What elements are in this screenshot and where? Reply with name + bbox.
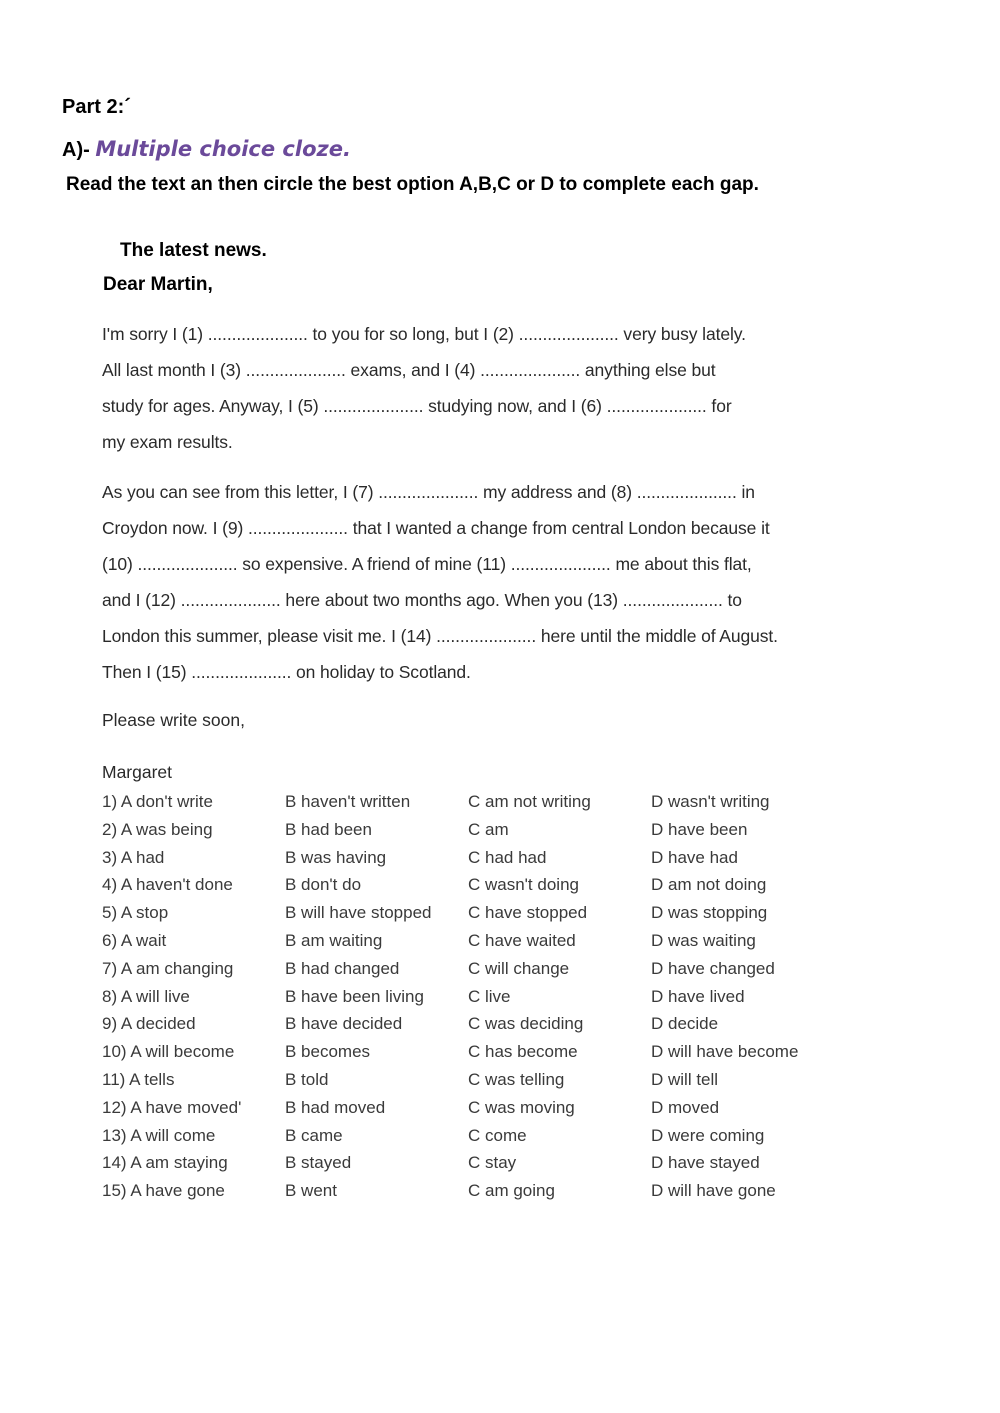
text-line: Croydon now. I (9) ..................... that I wanted a change from central London because it	[102, 518, 770, 538]
option-c[interactable]: C will change	[468, 958, 570, 978]
option-d[interactable]: D will tell	[651, 1069, 719, 1089]
option-a[interactable]: 15) A have gone	[102, 1181, 225, 1201]
text-line: Then I (15) ..................... on holiday to Scotland.	[102, 662, 471, 682]
letter-title: The latest news.	[120, 240, 267, 261]
text-line: and I (12) ..................... here about two months ago. When you (13) ..................... to	[102, 590, 742, 610]
option-a[interactable]: 14) A am staying	[102, 1153, 228, 1173]
text-line: (10) ..................... so expensive. A friend of mine (11) ..................... me about this flat,	[102, 554, 752, 574]
option-d[interactable]: D will have become	[651, 1042, 799, 1062]
option-c[interactable]: C am going	[468, 1181, 555, 1201]
letter-greeting: Dear Martin,	[103, 274, 213, 295]
option-a[interactable]: 10) A will become	[102, 1042, 235, 1062]
option-a[interactable]: 7) A am changing	[102, 958, 234, 978]
option-b[interactable]: B had moved	[285, 1097, 386, 1117]
option-d[interactable]: D have been	[651, 819, 748, 839]
option-a[interactable]: 13) A will come	[102, 1125, 216, 1145]
option-d[interactable]: D moved	[651, 1097, 720, 1117]
option-b[interactable]: B have been living	[285, 986, 424, 1006]
part-title: Part 2:´	[62, 96, 131, 118]
option-c[interactable]: C am not writing	[468, 792, 591, 811]
option-a[interactable]: 9) A decided	[102, 1014, 196, 1034]
option-c[interactable]: C come	[468, 1125, 527, 1145]
option-c[interactable]: C was moving	[468, 1097, 575, 1117]
option-b[interactable]: B told	[285, 1069, 329, 1089]
option-b[interactable]: B have decided	[285, 1014, 403, 1034]
option-d[interactable]: D was waiting	[651, 930, 756, 950]
option-a[interactable]: 8) A will live	[102, 986, 190, 1006]
option-d[interactable]: D will have gone	[651, 1181, 776, 1201]
text-line: study for ages. Anyway, I (5) ..................... studying now, and I (6) ..................... for	[102, 396, 732, 416]
section-title	[62, 137, 351, 162]
text-line: London this summer, please visit me. I (14) ..................... here until the middle of August.	[102, 626, 778, 646]
option-c[interactable]: C has become	[468, 1042, 578, 1062]
text-line: I'm sorry I (1) ..................... to you for so long, but I (2) ..................... very busy lately.	[102, 324, 746, 344]
option-b[interactable]: B came	[285, 1125, 343, 1145]
option-c[interactable]: C was telling	[468, 1069, 565, 1089]
option-a[interactable]: 11) A tells	[102, 1069, 175, 1089]
option-c[interactable]: C had had	[468, 847, 547, 867]
letter-signature: Margaret	[102, 762, 173, 782]
instruction-text: Read the text an then circle the best option A,B,C or D to complete each gap.	[66, 174, 759, 195]
option-d[interactable]: D was stopping	[651, 903, 768, 923]
option-a[interactable]: 1) A don't write	[102, 792, 213, 811]
option-a[interactable]: 12) A have moved'	[102, 1097, 242, 1117]
letter-paragraph-2	[102, 474, 892, 690]
option-c[interactable]: C was deciding	[468, 1014, 584, 1034]
option-c[interactable]: C am	[468, 819, 509, 839]
text-line: As you can see from this letter, I (7) ..................... my address and (8) ..................... in	[102, 482, 755, 502]
option-b[interactable]: B haven't written	[285, 792, 411, 811]
option-c[interactable]: C wasn't doing	[468, 875, 579, 895]
option-a[interactable]: 5) A stop	[102, 903, 169, 923]
option-a[interactable]: 4) A haven't done	[102, 875, 233, 895]
option-b[interactable]: B will have stopped	[285, 903, 432, 923]
option-a[interactable]: 3) A had	[102, 847, 165, 867]
option-d[interactable]: D decide	[651, 1014, 719, 1034]
option-b[interactable]: B stayed	[285, 1153, 352, 1173]
option-b[interactable]: B don't do	[285, 875, 362, 895]
option-c[interactable]: C have waited	[468, 930, 576, 950]
option-a[interactable]: 2) A was being	[102, 819, 213, 839]
letter-closing: Please write soon,	[102, 710, 245, 730]
option-b[interactable]: B went	[285, 1181, 337, 1201]
option-d[interactable]: D have changed	[651, 958, 775, 978]
option-b[interactable]: B was having	[285, 847, 387, 867]
option-b[interactable]: B had been	[285, 819, 372, 839]
option-b[interactable]: B am waiting	[285, 930, 383, 950]
text-line: my exam results.	[102, 432, 233, 452]
option-d[interactable]: D have stayed	[651, 1153, 760, 1173]
text-line: All last month I (3) ..................... exams, and I (4) ..................... anything else but	[102, 360, 716, 380]
letter-paragraph-1	[102, 316, 892, 460]
section-prefix: A)-	[62, 139, 96, 161]
option-d[interactable]: D were coming	[651, 1125, 765, 1145]
option-c[interactable]: C live	[468, 986, 511, 1006]
section-name: Multiple choice cloze.	[95, 137, 351, 161]
option-c[interactable]: C have stopped	[468, 903, 588, 923]
option-d[interactable]: D have had	[651, 847, 738, 867]
option-d[interactable]: D am not doing	[651, 875, 767, 895]
option-a[interactable]: 6) A wait	[102, 930, 167, 950]
option-c[interactable]: C stay	[468, 1153, 517, 1173]
option-b[interactable]: B had changed	[285, 958, 400, 978]
option-b[interactable]: B becomes	[285, 1042, 371, 1062]
option-d[interactable]: D have lived	[651, 986, 745, 1006]
option-d[interactable]: D wasn't writing	[651, 792, 770, 811]
